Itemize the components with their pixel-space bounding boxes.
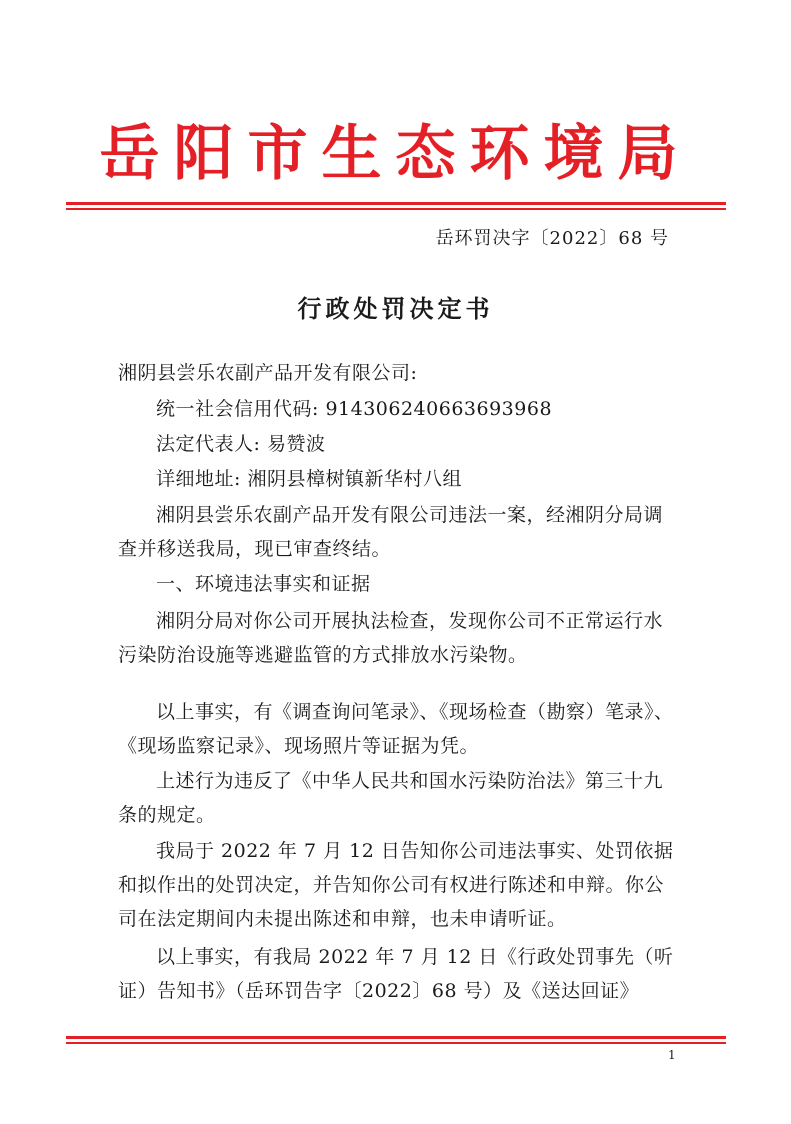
paragraph-notice-evidence: 以上事实，有我局 2022 年 7 月 12 日《行政处罚事先（听证）告知书》（岳环罚告字〔2022〕68 号）及《送达回证》 bbox=[118, 946, 674, 1002]
paragraph-evidence: 以上事实，有《调查询问笔录》、《现场检查（勘察）笔录》、《现场监察记录》、现场照片等证据为凭。 bbox=[118, 701, 674, 757]
agency-title: 岳阳市生态环境局 bbox=[99, 119, 692, 189]
footer-rule-thin bbox=[66, 1042, 726, 1044]
section-heading: 一、环境违法事实和证据 bbox=[156, 573, 371, 595]
addressee: 湘阴县尝乐农副产品开发有限公司: bbox=[118, 362, 418, 384]
address: 详细地址: 湘阴县樟树镇新华村八组 bbox=[156, 468, 462, 490]
paragraph-intro: 湘阴县尝乐农副产品开发有限公司违法一案，经湘阴分局调查并移送我局，现已审查终结。 bbox=[118, 504, 664, 560]
paragraph-violation: 上述行为违反了《中华人民共和国水污染防治法》第三十九条的规定。 bbox=[118, 770, 664, 826]
header-rule-thin bbox=[66, 208, 726, 210]
paragraph-notice: 我局于 2022 年 7 月 12 日告知你公司违法事实、处罚依据和拟作出的处罚决定，并告知你公司有权进行陈述和申辩。你公司在法定期间内未提出陈述和申辩，也未申请听证。 bbox=[118, 840, 674, 930]
paragraph-facts: 湘阴分局对你公司开展执法检查，发现你公司不正常运行水污染防治设施等逃避监管的方式排放水污染物。 bbox=[118, 610, 664, 666]
footer-rule-thick bbox=[66, 1036, 726, 1039]
page-number: 1 bbox=[668, 1048, 676, 1062]
document-number: 岳环罚决字〔2022〕68 号 bbox=[435, 228, 669, 249]
legal-representative: 法定代表人: 易赞波 bbox=[156, 433, 326, 455]
header-rule-thick bbox=[66, 202, 726, 205]
document-title: 行政处罚决定书 bbox=[297, 294, 494, 323]
credit-code: 统一社会信用代码: 914306240663693968 bbox=[156, 398, 553, 420]
